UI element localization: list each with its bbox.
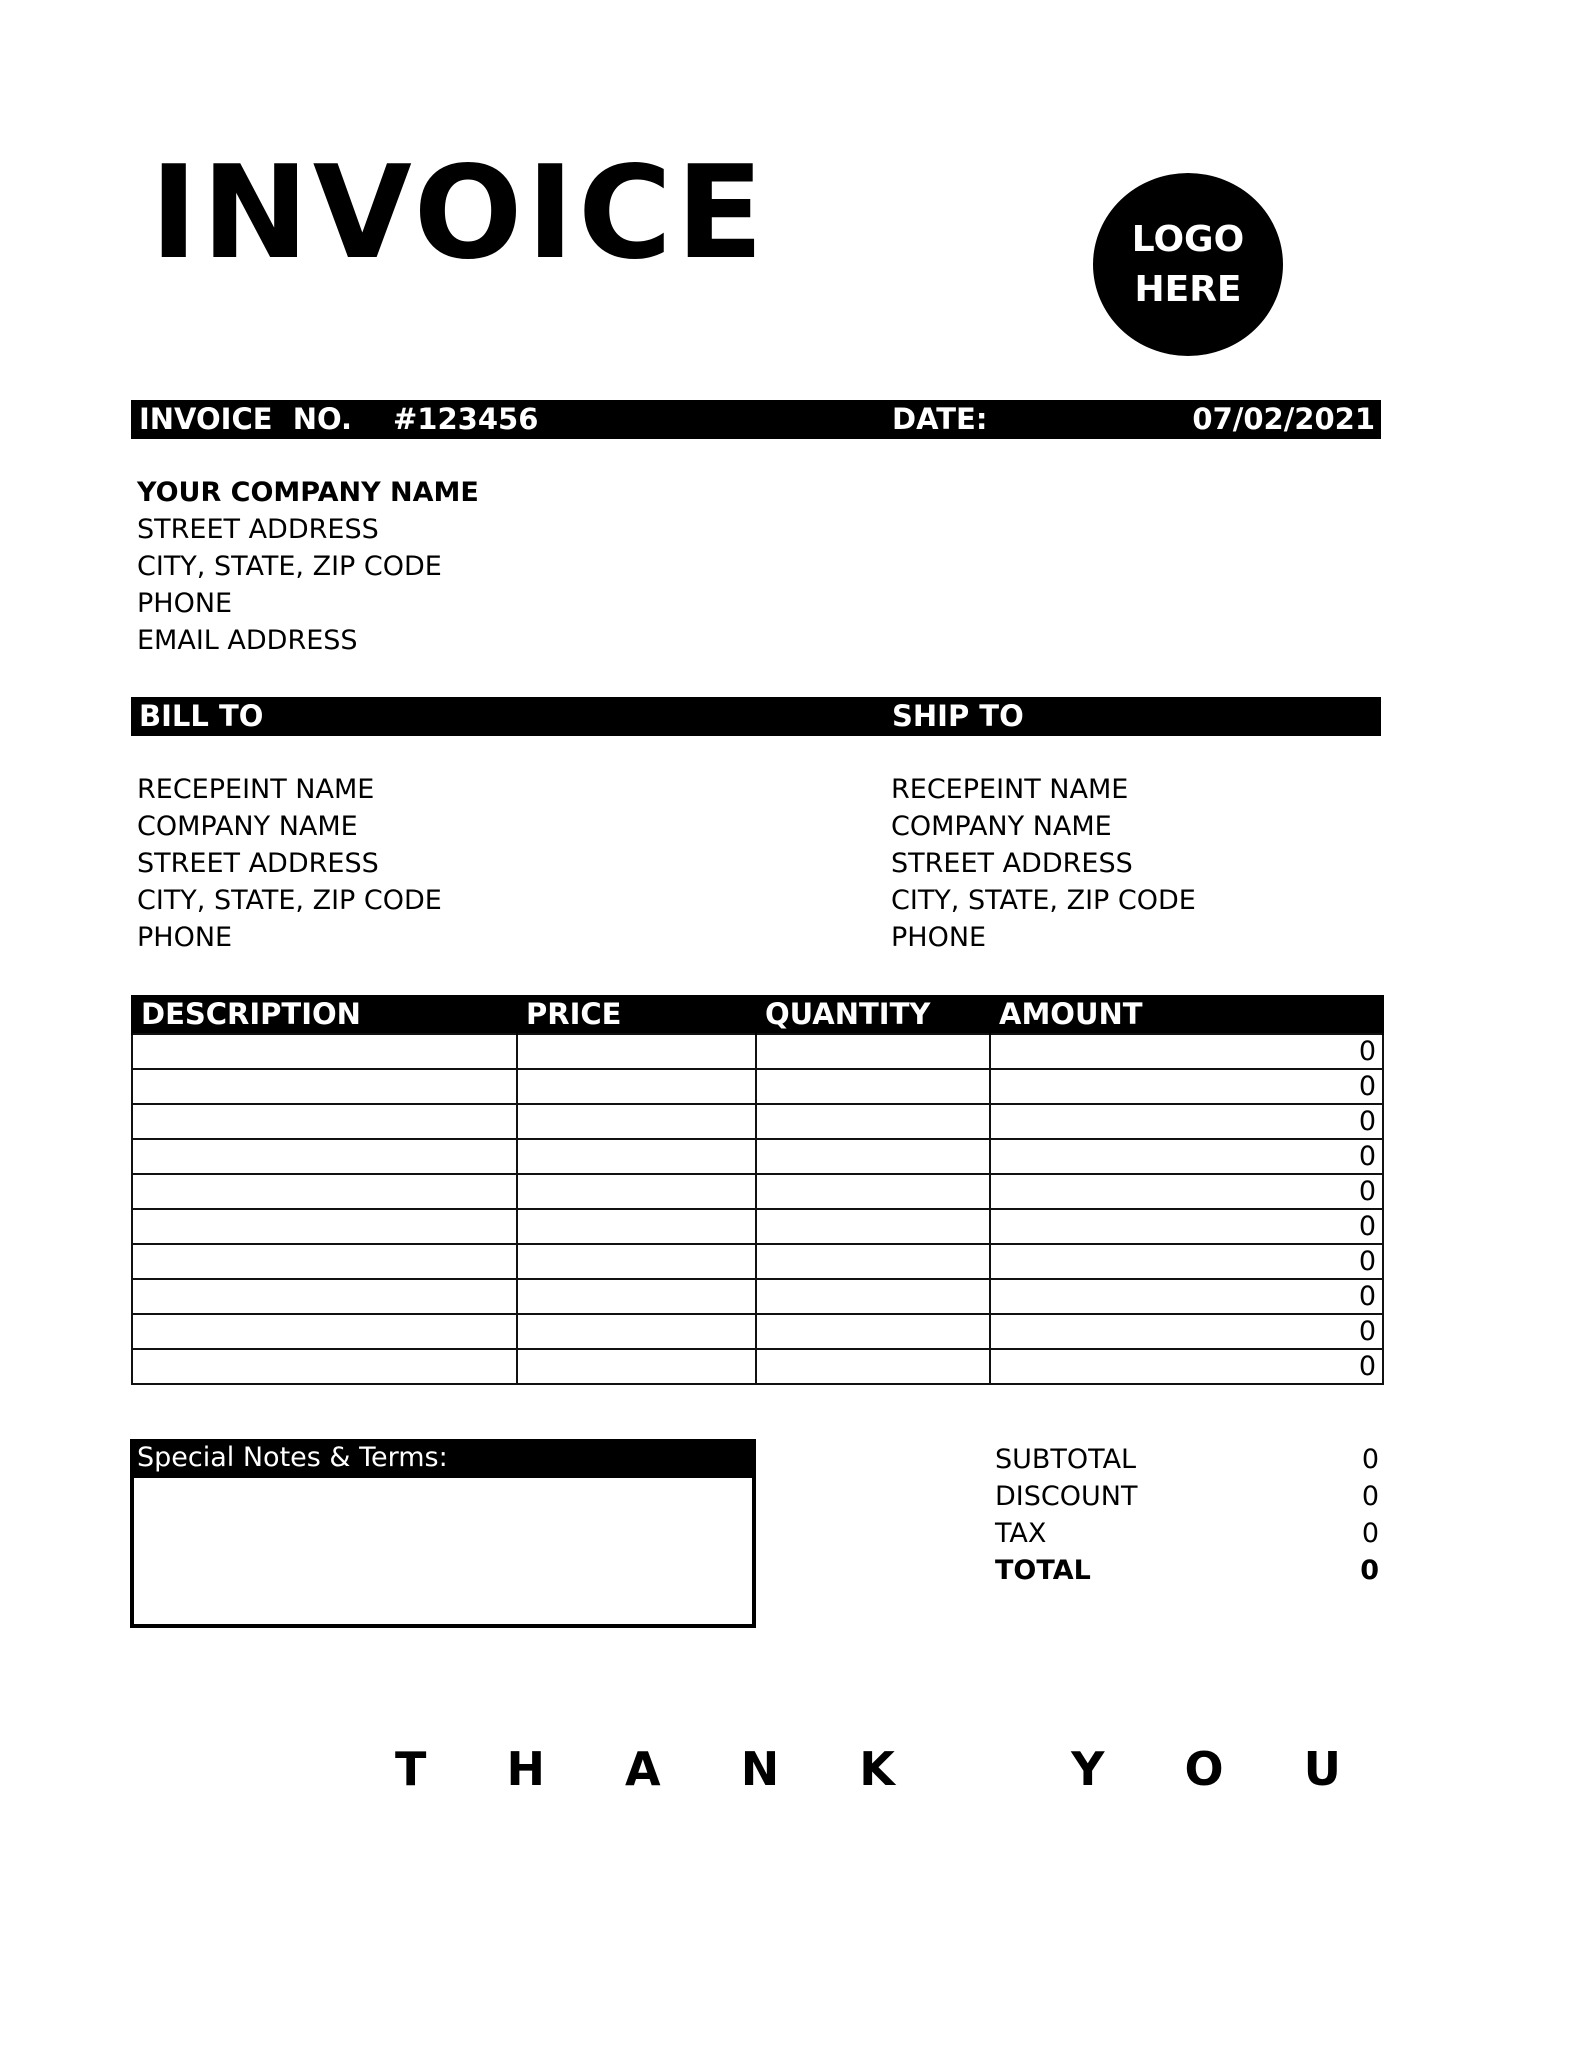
bill-to-phone: PHONE — [137, 922, 233, 953]
cell-amount[interactable]: 0 — [990, 1279, 1383, 1314]
bill-to-label: BILL TO — [139, 699, 264, 733]
column-header-amount: AMOUNT — [990, 995, 1383, 1034]
ship-to-block — [891, 771, 1196, 956]
cell-amount[interactable]: 0 — [990, 1069, 1383, 1104]
bill-to-recipient: RECEPEINT NAME — [137, 774, 375, 805]
table-row — [132, 1209, 1383, 1244]
tax-row — [995, 1515, 1379, 1552]
cell-description[interactable] — [132, 1314, 517, 1349]
logo-text-line1: LOGO — [1131, 218, 1245, 260]
total-value: 0 — [1360, 1555, 1379, 1586]
cell-quantity[interactable] — [756, 1279, 990, 1314]
cell-description[interactable] — [132, 1349, 517, 1384]
notes-input[interactable] — [130, 1476, 756, 1628]
table-row — [132, 1069, 1383, 1104]
ship-to-city: CITY, STATE, ZIP CODE — [891, 885, 1196, 916]
bill-to-company: COMPANY NAME — [137, 811, 358, 842]
company-name: YOUR COMPANY NAME — [137, 477, 479, 508]
tax-label: TAX — [995, 1518, 1047, 1549]
cell-price[interactable] — [517, 1349, 756, 1384]
table-row — [132, 1034, 1383, 1069]
ship-to-recipient: RECEPEINT NAME — [891, 774, 1129, 805]
logo-placeholder — [1093, 173, 1283, 356]
subtotal-row — [995, 1441, 1379, 1478]
cell-amount[interactable]: 0 — [990, 1034, 1383, 1069]
thank-you-text: T H A N K Y O U — [395, 1742, 1341, 1796]
cell-price[interactable] — [517, 1279, 756, 1314]
ship-to-street: STREET ADDRESS — [891, 848, 1133, 879]
line-items-table — [131, 995, 1384, 1385]
cell-description[interactable] — [132, 1034, 517, 1069]
cell-description[interactable] — [132, 1139, 517, 1174]
cell-quantity[interactable] — [756, 1349, 990, 1384]
cell-description[interactable] — [132, 1174, 517, 1209]
cell-price[interactable] — [517, 1069, 756, 1104]
cell-price[interactable] — [517, 1314, 756, 1349]
cell-quantity[interactable] — [756, 1244, 990, 1279]
totals-block — [995, 1441, 1379, 1589]
cell-amount[interactable]: 0 — [990, 1314, 1383, 1349]
notes-header: Special Notes & Terms: — [130, 1439, 756, 1476]
table-row — [132, 1174, 1383, 1209]
ship-to-label: SHIP TO — [892, 699, 1024, 733]
cell-amount[interactable]: 0 — [990, 1209, 1383, 1244]
cell-amount[interactable]: 0 — [990, 1244, 1383, 1279]
cell-amount[interactable]: 0 — [990, 1349, 1383, 1384]
bill-to-street: STREET ADDRESS — [137, 848, 379, 879]
table-row — [132, 1279, 1383, 1314]
company-street: STREET ADDRESS — [137, 514, 379, 545]
cell-price[interactable] — [517, 1104, 756, 1139]
cell-quantity[interactable] — [756, 1209, 990, 1244]
ship-to-phone: PHONE — [891, 922, 987, 953]
cell-quantity[interactable] — [756, 1314, 990, 1349]
cell-description[interactable] — [132, 1209, 517, 1244]
cell-price[interactable] — [517, 1209, 756, 1244]
total-row — [995, 1552, 1379, 1589]
company-email: EMAIL ADDRESS — [137, 625, 358, 656]
cell-quantity[interactable] — [756, 1069, 990, 1104]
cell-price[interactable] — [517, 1139, 756, 1174]
discount-value: 0 — [1361, 1481, 1379, 1512]
invoice-meta-bar — [131, 400, 1381, 439]
invoice-no-label: INVOICE NO. — [139, 402, 353, 436]
table-row — [132, 1349, 1383, 1384]
subtotal-value: 0 — [1361, 1444, 1379, 1475]
cell-price[interactable] — [517, 1244, 756, 1279]
cell-description[interactable] — [132, 1069, 517, 1104]
ship-to-company: COMPANY NAME — [891, 811, 1112, 842]
column-header-quantity: QUANTITY — [756, 995, 990, 1034]
cell-amount[interactable]: 0 — [990, 1139, 1383, 1174]
discount-label: DISCOUNT — [995, 1481, 1138, 1512]
table-header-row — [132, 995, 1383, 1034]
cell-quantity[interactable] — [756, 1139, 990, 1174]
bill-to-block — [137, 771, 442, 956]
column-header-description: DESCRIPTION — [132, 995, 517, 1034]
bill-to-city: CITY, STATE, ZIP CODE — [137, 885, 442, 916]
cell-description[interactable] — [132, 1279, 517, 1314]
table-row — [132, 1104, 1383, 1139]
discount-row — [995, 1478, 1379, 1515]
cell-amount[interactable]: 0 — [990, 1174, 1383, 1209]
company-phone: PHONE — [137, 588, 233, 619]
cell-quantity[interactable] — [756, 1034, 990, 1069]
cell-quantity[interactable] — [756, 1174, 990, 1209]
cell-amount[interactable]: 0 — [990, 1104, 1383, 1139]
cell-description[interactable] — [132, 1104, 517, 1139]
cell-price[interactable] — [517, 1174, 756, 1209]
table-row — [132, 1139, 1383, 1174]
cell-description[interactable] — [132, 1244, 517, 1279]
table-row — [132, 1314, 1383, 1349]
bill-ship-bar — [131, 697, 1381, 736]
invoice-title: INVOICE — [150, 139, 768, 288]
subtotal-label: SUBTOTAL — [995, 1444, 1137, 1475]
company-city: CITY, STATE, ZIP CODE — [137, 551, 442, 582]
invoice-no-value: #123456 — [393, 402, 539, 436]
cell-quantity[interactable] — [756, 1104, 990, 1139]
tax-value: 0 — [1361, 1518, 1379, 1549]
total-label: TOTAL — [995, 1555, 1091, 1586]
date-value: 07/02/2021 — [1192, 402, 1375, 436]
date-label: DATE: — [892, 402, 988, 436]
table-row — [132, 1244, 1383, 1279]
logo-text-line2: HERE — [1134, 268, 1242, 310]
column-header-price: PRICE — [517, 995, 756, 1034]
company-address-block — [137, 474, 479, 659]
cell-price[interactable] — [517, 1034, 756, 1069]
